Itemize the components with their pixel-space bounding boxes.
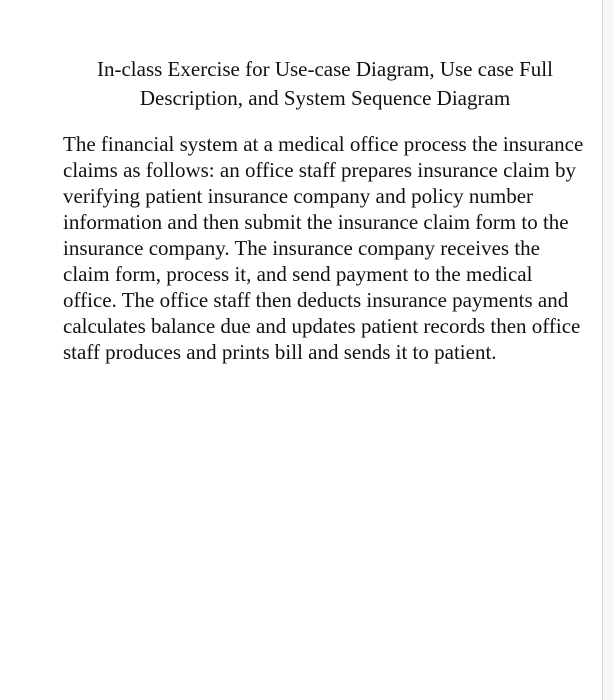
page-edge-gutter: [603, 0, 614, 700]
document-body-paragraph: The financial system at a medical office process the insurance claims as follows: an office staff prepares insurance claim by verifying patient insurance company and policy number information and then submit the insurance claim form to the insurance company. The insurance company receives the claim form, process it, and send payment to the medical office. The office staff then deducts insurance payments and calculates balance due and updates patient records then office staff produces and prints bill and sends it to patient.: [63, 132, 584, 364]
document-title: In-class Exercise for Use-case Diagram, Use case Full Description, and System Sequence Diagram: [97, 57, 553, 110]
